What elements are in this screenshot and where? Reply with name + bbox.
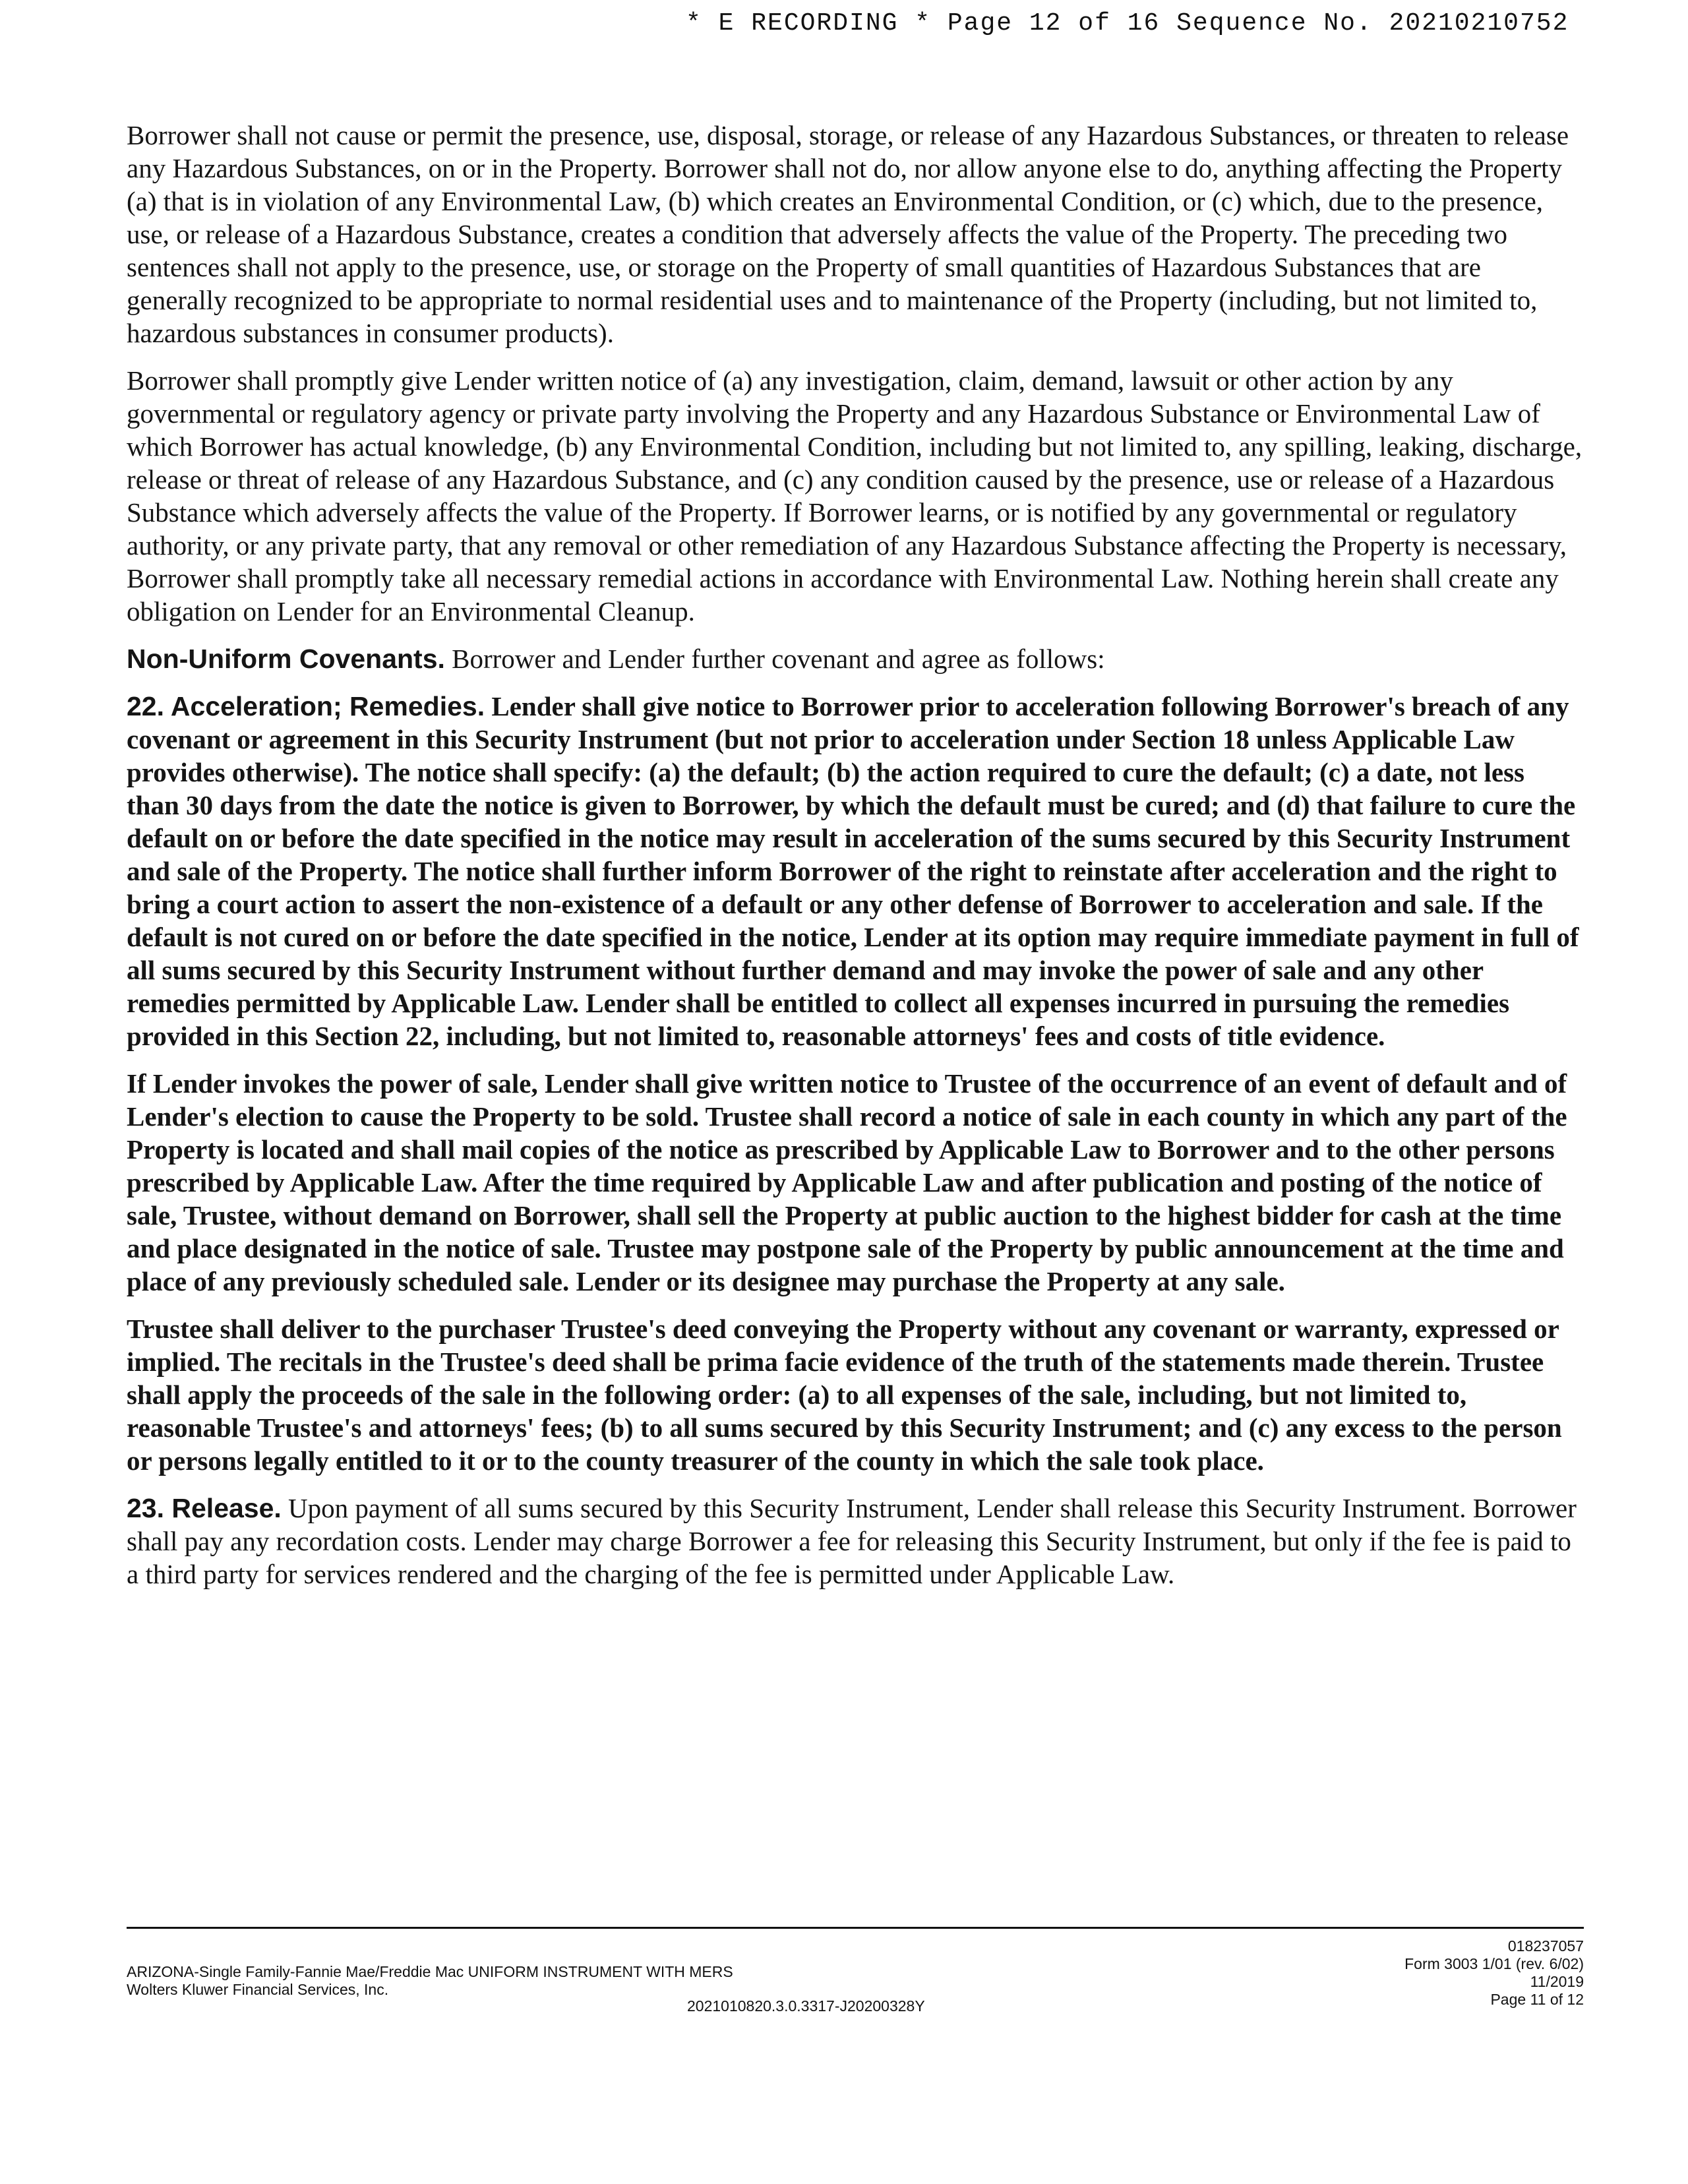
loan-number: 018237057 [1507, 1937, 1584, 1955]
form-date: 11/2019 [1530, 1973, 1584, 1990]
trustee-deed-paragraph: Trustee shall deliver to the purchaser Trustee's deed conveying the Property without any covenant or warranty, expressed or implied. The recitals in the Trustee's deed shall be prima facie evidence of the truth of the statements made therein. Trustee shall apply the proceeds of the sale in the following order: (a) to all expenses of the sale, including, but not limited to, reasonable Trustee's and attorneys' fees; (b) to all sums secured by this Security Instrument; and (c) any excess to the person or persons legally entitled to it or to the county treasurer of the county in which the sale took place. [127, 1314, 1562, 1476]
section-23-heading: 23. Release. [127, 1493, 282, 1523]
environmental-notice-paragraph: Borrower shall promptly give Lender written notice of (a) any investigation, claim, demand, lawsuit or other action by any governmental or regulatory agency or private party involving the Property and any Hazardous Substance or Environmental Law of which Borrower has actual knowledge, (b) any Environmental Condition, including but not limited to, any spilling, leaking, discharge, release or threat of release of any Hazardous Substance, and (c) any condition caused by the presence, use or release of a Hazardous Substance which adversely affects the value of the Property. If Borrower learns, or is notified by any governmental or regulatory authority, or any private party, that any removal or other remediation of any Hazardous Substance affecting the Property is necessary, Borrower shall promptly take all necessary remedial actions in accordance with Environmental Law. Nothing herein shall create any obligation on Lender for an Environmental Cleanup. [127, 365, 1582, 626]
footer-left [127, 1963, 733, 1999]
form-title: ARIZONA-Single Family-Fannie Mae/Freddie Mac UNIFORM INSTRUMENT WITH MERS [127, 1963, 733, 1980]
non-uniform-covenants-text: Borrower and Lender further covenant and agree as follows: [452, 644, 1105, 674]
section-22-paragraph [127, 690, 1584, 1052]
page-number: Page 11 of 12 [1490, 1991, 1584, 2008]
recording-header: * E RECORDING * Page 12 of 16 Sequence No. 20210210752 [686, 9, 1569, 38]
section-23-paragraph [127, 1492, 1584, 1591]
form-number: Form 3003 1/01 (rev. 6/02) [1404, 1955, 1584, 1972]
footer-right [1404, 1937, 1584, 2009]
section-22-text: Lender shall give notice to Borrower prior to acceleration following Borrower's breach of any covenant or agreement in this Security Instrument (but not prior to acceleration under Section 18 unless Applicable Law provides otherwise). The notice shall specify: (a) the default; (b) the action required to cure the default; (c) a date, not less than 30 days from the date the notice is given to Borrower, by which the default must be cured; and (d) that failure to cure the default on or before the date specified in the notice may result in acceleration of the sums secured by this Security Instrument and sale of the Property. The notice shall further inform Borrower of the right to reinstate after acceleration and the right to bring a court action to assert the non-existence of a default or any other defense of Borrower to acceleration and sale. If the default is not cured on or before the date specified in the notice, Lender at its option may require immediate payment in full of all sums secured by this Security Instrument without further demand and may invoke the power of sale and any other remedies permitted by Applicable Law. Lender shall be entitled to collect all expenses incurred in pursuing the remedies provided in this Section 22, including, but not limited to, reasonable attorneys' fees and costs of title evidence. [127, 691, 1579, 1051]
non-uniform-covenants-heading: Non-Uniform Covenants. [127, 644, 445, 674]
document-code: 2021010820.3.0.3317-J20200328Y [687, 1997, 925, 2015]
document-body [127, 119, 1584, 1605]
section-22-heading: 22. Acceleration; Remedies. [127, 691, 485, 721]
publisher: Wolters Kluwer Financial Services, Inc. [127, 1981, 389, 1998]
page-footer [127, 1932, 1584, 2044]
non-uniform-covenants-paragraph [127, 642, 1584, 675]
power-of-sale-paragraph: If Lender invokes the power of sale, Lender shall give written notice to Trustee of the occurrence of an event of default and of Lender's election to cause the Property to be sold. Trustee shall record a notice of sale in each county in which any part of the Property is located and shall mail copies of the notice as prescribed by Applicable Law to Borrower and to the other persons prescribed by Applicable Law. After the time required by Applicable Law and after publication and posting of the notice of sale, Trustee, without demand on Borrower, shall sell the Property at public auction to the highest bidder for cash at the time and place designated in the notice of sale. Trustee may postpone sale of the Property by public announcement at the time and place of any previously scheduled sale. Lender or its designee may purchase the Property at any sale. [127, 1068, 1567, 1296]
hazardous-substances-paragraph: Borrower shall not cause or permit the presence, use, disposal, storage, or release of any Hazardous Substances, or threaten to release any Hazardous Substances, on or in the Property. Borrower shall not do, nor allow anyone else to do, anything affecting the Property (a) that is in violation of any Environmental Law, (b) which creates an Environmental Condition, or (c) which, due to the presence, use, or release of a Hazardous Substance, creates a condition that adversely affects the value of the Property. The preceding two sentences shall not apply to the presence, use, or storage on the Property of small quantities of Hazardous Substances that are generally recognized to be appropriate to normal residential uses and to maintenance of the Property (including, but not limited to, hazardous substances in consumer products). [127, 120, 1569, 348]
footer-divider [127, 1927, 1584, 1929]
section-23-text: Upon payment of all sums secured by this Security Instrument, Lender shall release this Security Instrument. Borrower shall pay any recordation costs. Lender may charge Borrower a fee for releasing this Security Instrument, but only if the fee is paid to a third party for services rendered and the charging of the fee is permitted under Applicable Law. [127, 1493, 1577, 1589]
